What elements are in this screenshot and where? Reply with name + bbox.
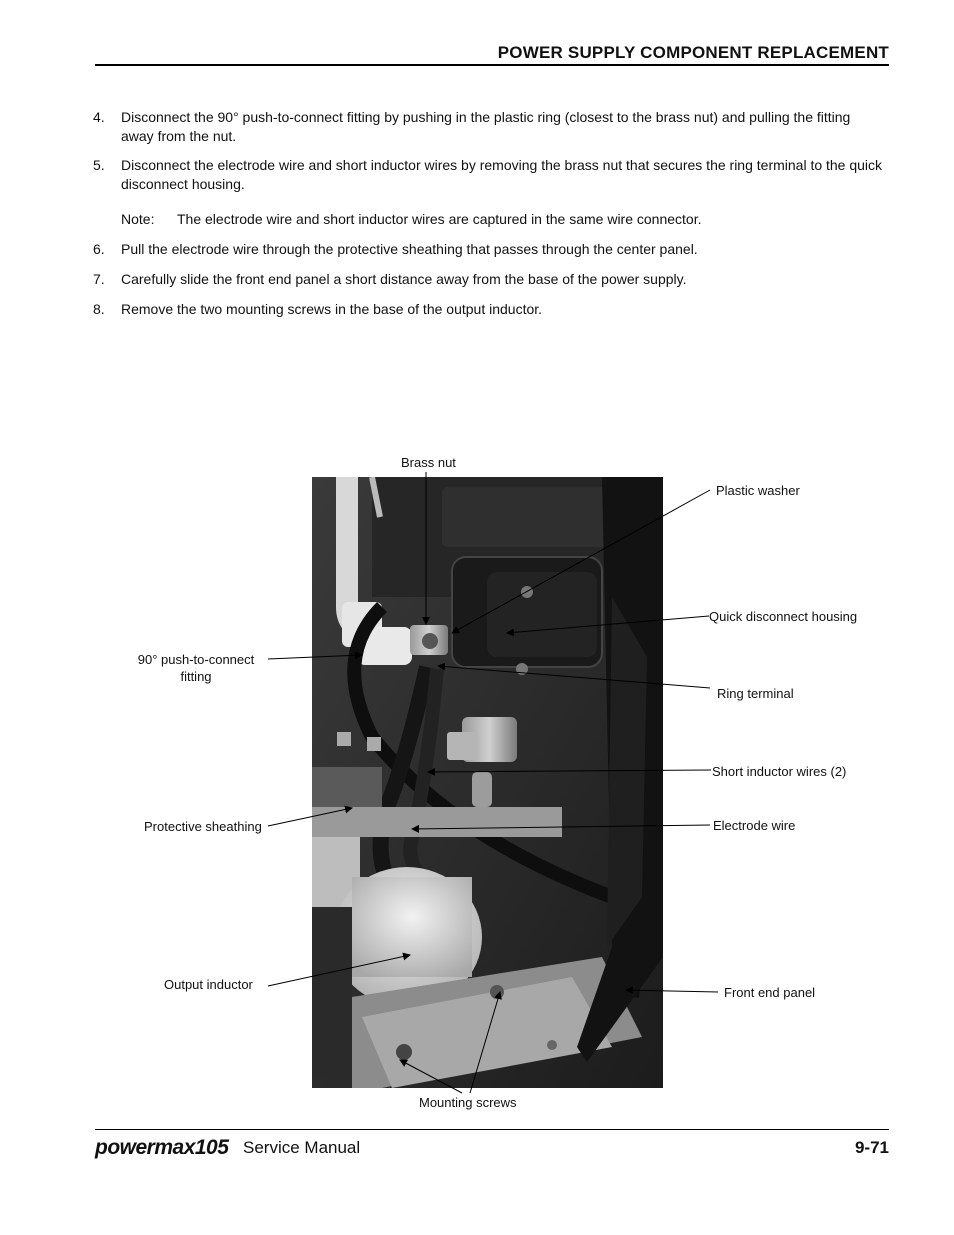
manual-title: Service Manual [243, 1138, 361, 1157]
step-number: 4. [93, 109, 105, 125]
label-output-inductor: Output inductor [164, 977, 253, 992]
label-front-end-panel: Front end panel [724, 985, 816, 1000]
label-quick-disconnect-housing: Quick disconnect housing [709, 609, 858, 624]
label-brass-nut: Brass nut [401, 455, 456, 470]
label-mounting-screws: Mounting screws [419, 1095, 517, 1110]
note-label: Note: [121, 211, 155, 227]
page-number: 9-71 [854, 1138, 889, 1157]
step-number: 7. [93, 271, 105, 287]
step-number: 5. [93, 157, 105, 173]
section-title: POWER SUPPLY COMPONENT REPLACEMENT [497, 43, 889, 62]
step-text: Disconnect the electrode wire and short inductor wires by removing the brass nut that secures the ring terminal to the quick disconnect housing. [121, 157, 883, 192]
label-short-inductor-wires: Short inductor wires (2) [712, 764, 847, 779]
footer-rule [95, 1129, 889, 1130]
step-text: Disconnect the 90° push-to-connect fitting by pushing in the plastic ring (closest to the brass nut) and pulling the fitting away from the nut. [121, 109, 851, 144]
label-protective-sheathing: Protective sheathing [144, 819, 262, 834]
label-plastic-washer: Plastic washer [716, 483, 800, 498]
step-text: Remove the two mounting screws in the base of the output inductor. [121, 301, 543, 317]
label-electrode-wire: Electrode wire [713, 818, 796, 833]
step-number: 6. [93, 241, 105, 257]
step-text: Pull the electrode wire through the protective sheathing that passes through the center panel. [121, 241, 698, 257]
note-text: The electrode wire and short inductor wires are captured in the same wire connector. [177, 211, 702, 227]
brand-logo: powermax105 [95, 1136, 229, 1159]
step-number: 8. [93, 301, 105, 317]
label-ring-terminal: Ring terminal [717, 686, 794, 701]
step-text: Carefully slide the front end panel a short distance away from the base of the power supply. [121, 271, 687, 287]
label-push-to-connect-fitting: 90° push-to-connect fitting [137, 652, 255, 684]
